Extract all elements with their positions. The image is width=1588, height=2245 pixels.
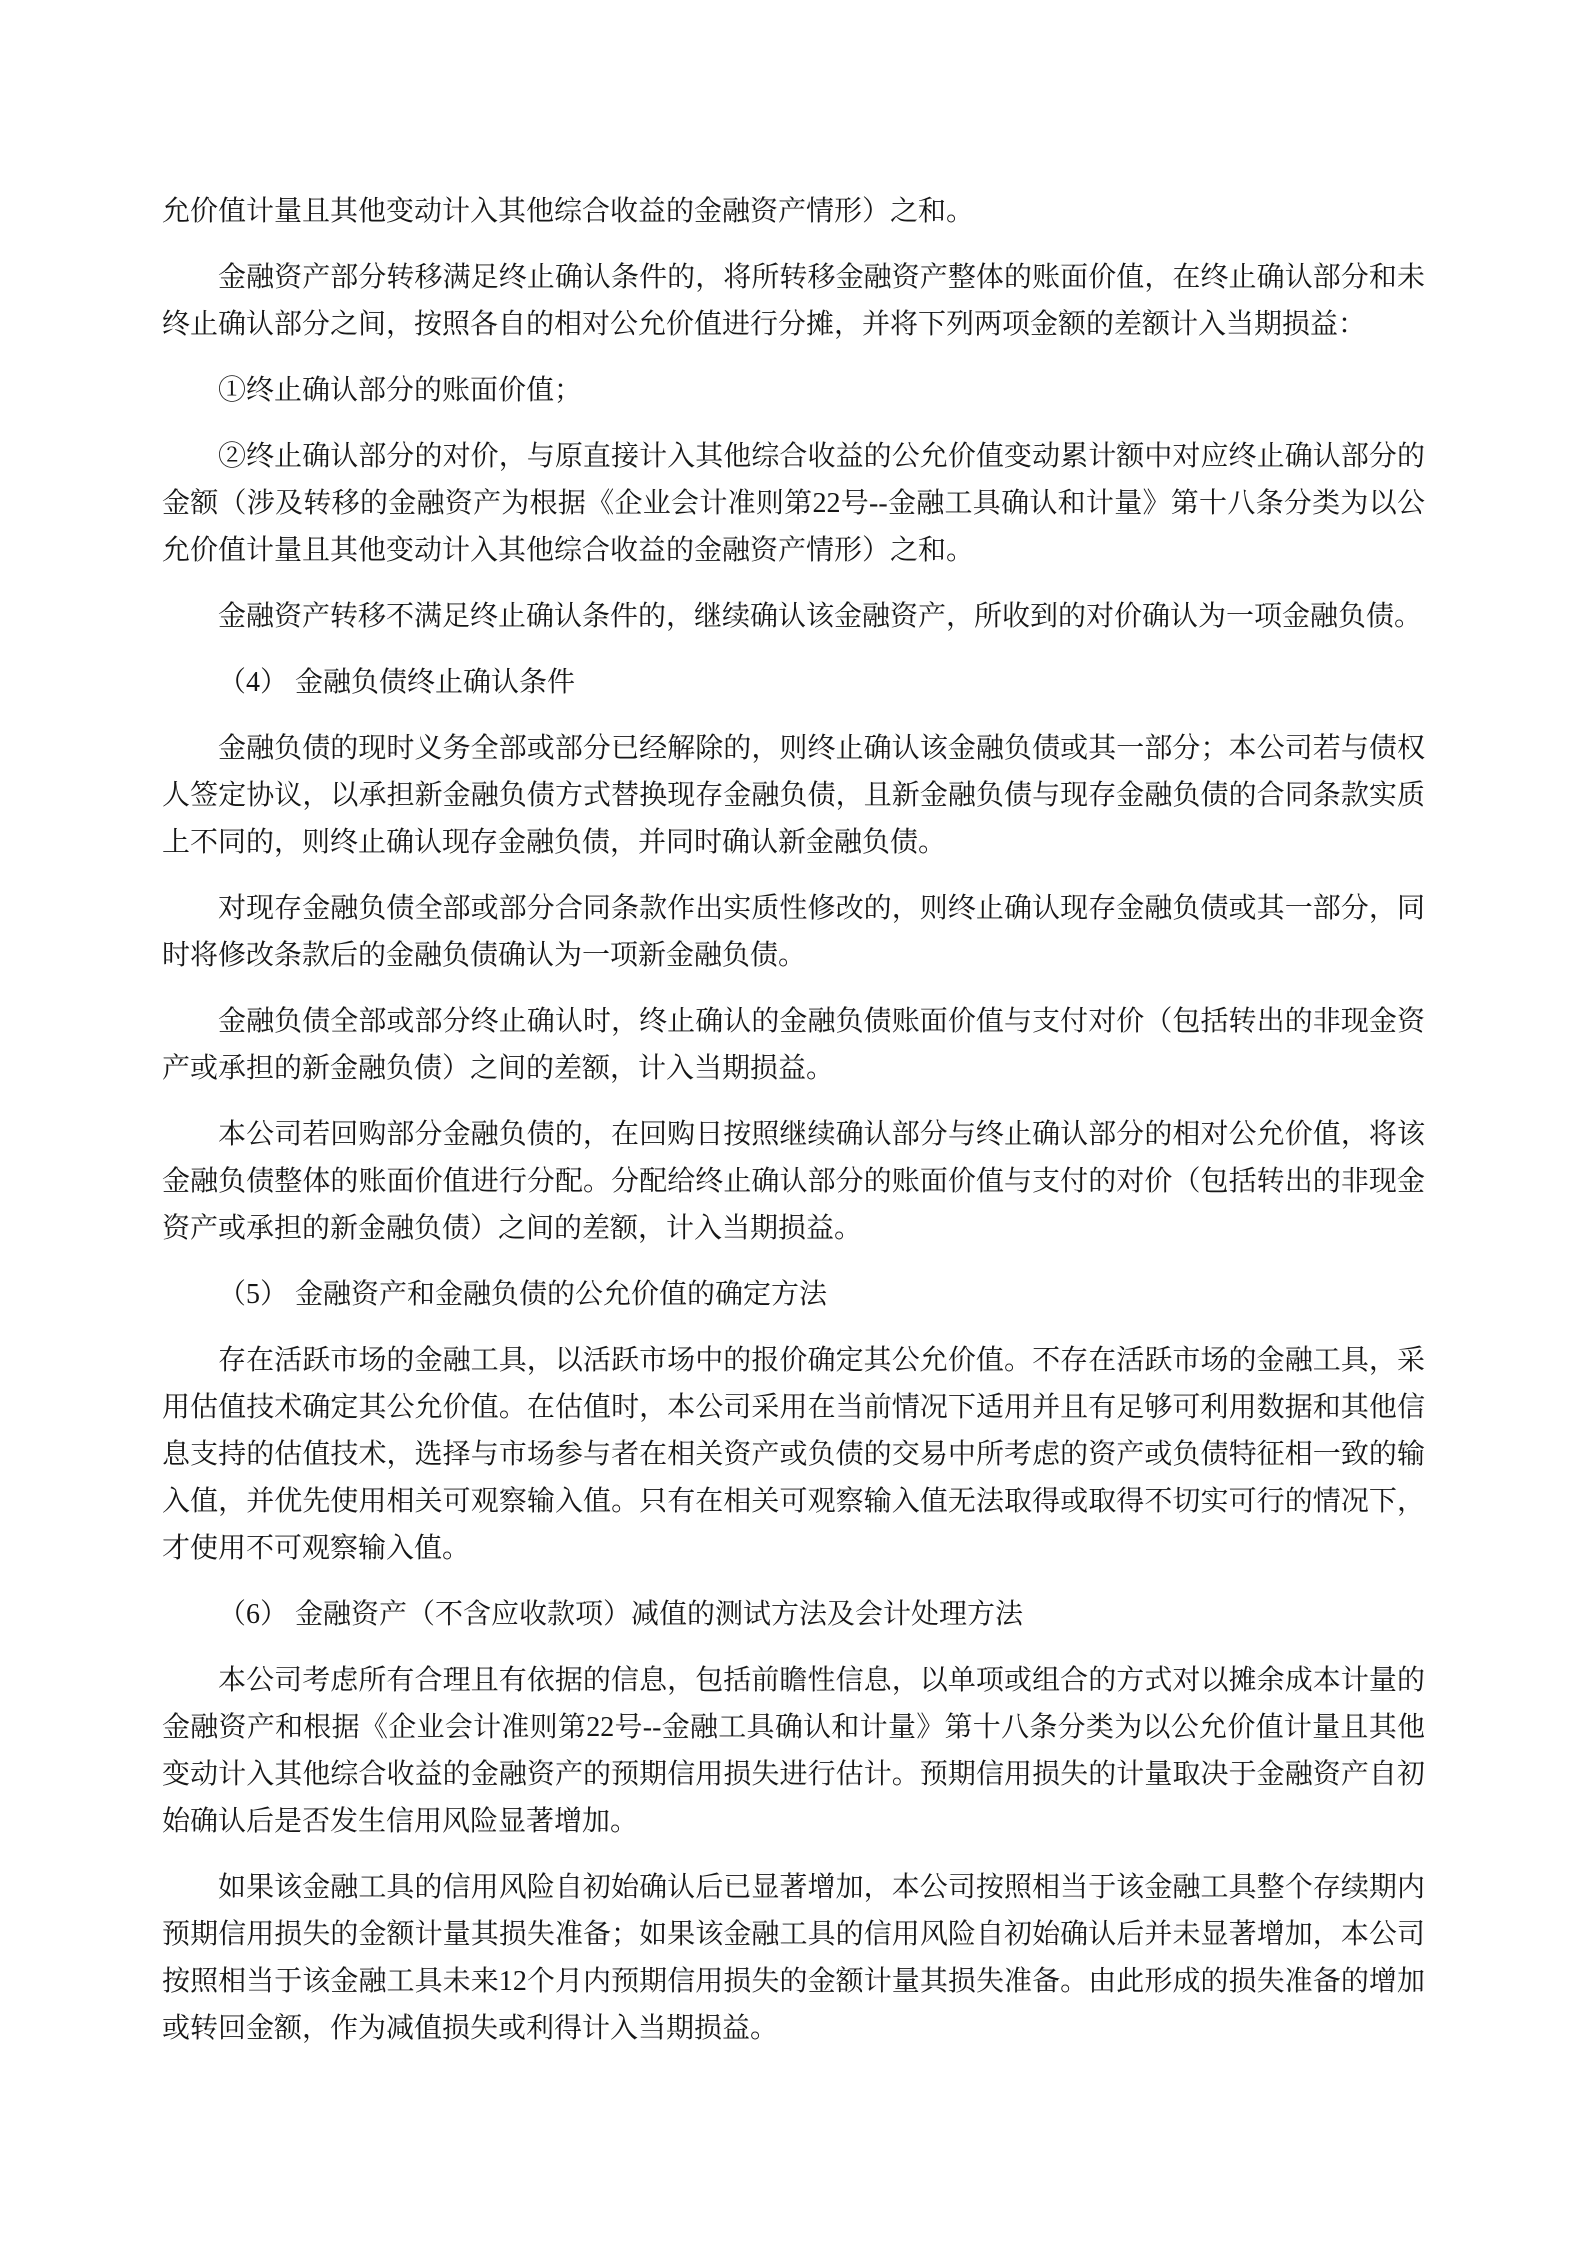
section-heading: （4） 金融负债终止确认条件 [218,667,576,698]
section-heading: （6） 金融资产（不含应收款项）减值的测试方法及会计处理方法 [218,1599,1024,1630]
paragraph: 本公司考虑所有合理且有依据的信息，包括前瞻性信息，以单项或组合的方式对以摊余成本计量的金融资产和根据《企业会计准则第22号--金融工具确认和计量》第十八条分类为以公允价值计量且其他变动计入其他综合收益的金融资产的预期信用损失进行估计。预期信用损失的计量取决于金融资产自初始确认后是否发生信用风险显著增加。 [162,1665,1425,1837]
paragraph: 允价值计量且其他变动计入其他综合收益的金融资产情形）之和。 [162,196,975,227]
paragraph: 对现存金融负债全部或部分合同条款作出实质性修改的，则终止确认现存金融负债或其一部分，同时将修改条款后的金融负债确认为一项新金融负债。 [162,893,1425,971]
paragraph: 如果该金融工具的信用风险自初始确认后已显著增加，本公司按照相当于该金融工具整个存续期内预期信用损失的金额计量其损失准备；如果该金融工具的信用风险自初始确认后并未显著增加，本公司按照相当于该金融工具未来12个月内预期信用损失的金额计量其损失准备。由此形成的损失准备的增加或转回金额，作为减值损失或利得计入当期损益。 [162,1872,1425,2044]
paragraph: ②终止确认部分的对价，与原直接计入其他综合收益的公允价值变动累计额中对应终止确认部分的金额（涉及转移的金融资产为根据《企业会计准则第22号--金融工具确认和计量》第十八条分类为以公允价值计量且其他变动计入其他综合收益的金融资产情形）之和。 [162,441,1425,566]
paragraph: 金融资产转移不满足终止确认条件的，继续确认该金融资产，所收到的对价确认为一项金融负债。 [218,601,1423,632]
document-text [162,188,1425,2052]
paragraph: 金融负债的现时义务全部或部分已经解除的，则终止确认该金融负债或其一部分；本公司若与债权人签定协议，以承担新金融负债方式替换现存金融负债，且新金融负债与现存金融负债的合同条款实质上不同的，则终止确认现存金融负债，并同时确认新金融负债。 [162,733,1425,858]
paragraph: 存在活跃市场的金融工具，以活跃市场中的报价确定其公允价值。不存在活跃市场的金融工具，采用估值技术确定其公允价值。在估值时，本公司采用在当前情况下适用并且有足够可利用数据和其他信息支持的估值技术，选择与市场参与者在相关资产或负债的交易中所考虑的资产或负债特征相一致的输入值，并优先使用相关可观察输入值。只有在相关可观察输入值无法取得或取得不切实可行的情况下，才使用不可观察输入值。 [162,1345,1425,1564]
paragraph: 金融资产部分转移满足终止确认条件的，将所转移金融资产整体的账面价值，在终止确认部分和未终止确认部分之间，按照各自的相对公允价值进行分摊，并将下列两项金额的差额计入当期损益： [162,262,1425,340]
paragraph: 本公司若回购部分金融负债的，在回购日按照继续确认部分与终止确认部分的相对公允价值，将该金融负债整体的账面价值进行分配。分配给终止确认部分的账面价值与支付的对价（包括转出的非现金资产或承担的新金融负债）之间的差额，计入当期损益。 [162,1119,1425,1244]
paragraph: 金融负债全部或部分终止确认时，终止确认的金融负债账面价值与支付对价（包括转出的非现金资产或承担的新金融负债）之间的差额，计入当期损益。 [162,1006,1425,1084]
section-heading: （5） 金融资产和金融负债的公允价值的确定方法 [218,1279,828,1310]
paragraph: ①终止确认部分的账面价值； [218,375,583,406]
